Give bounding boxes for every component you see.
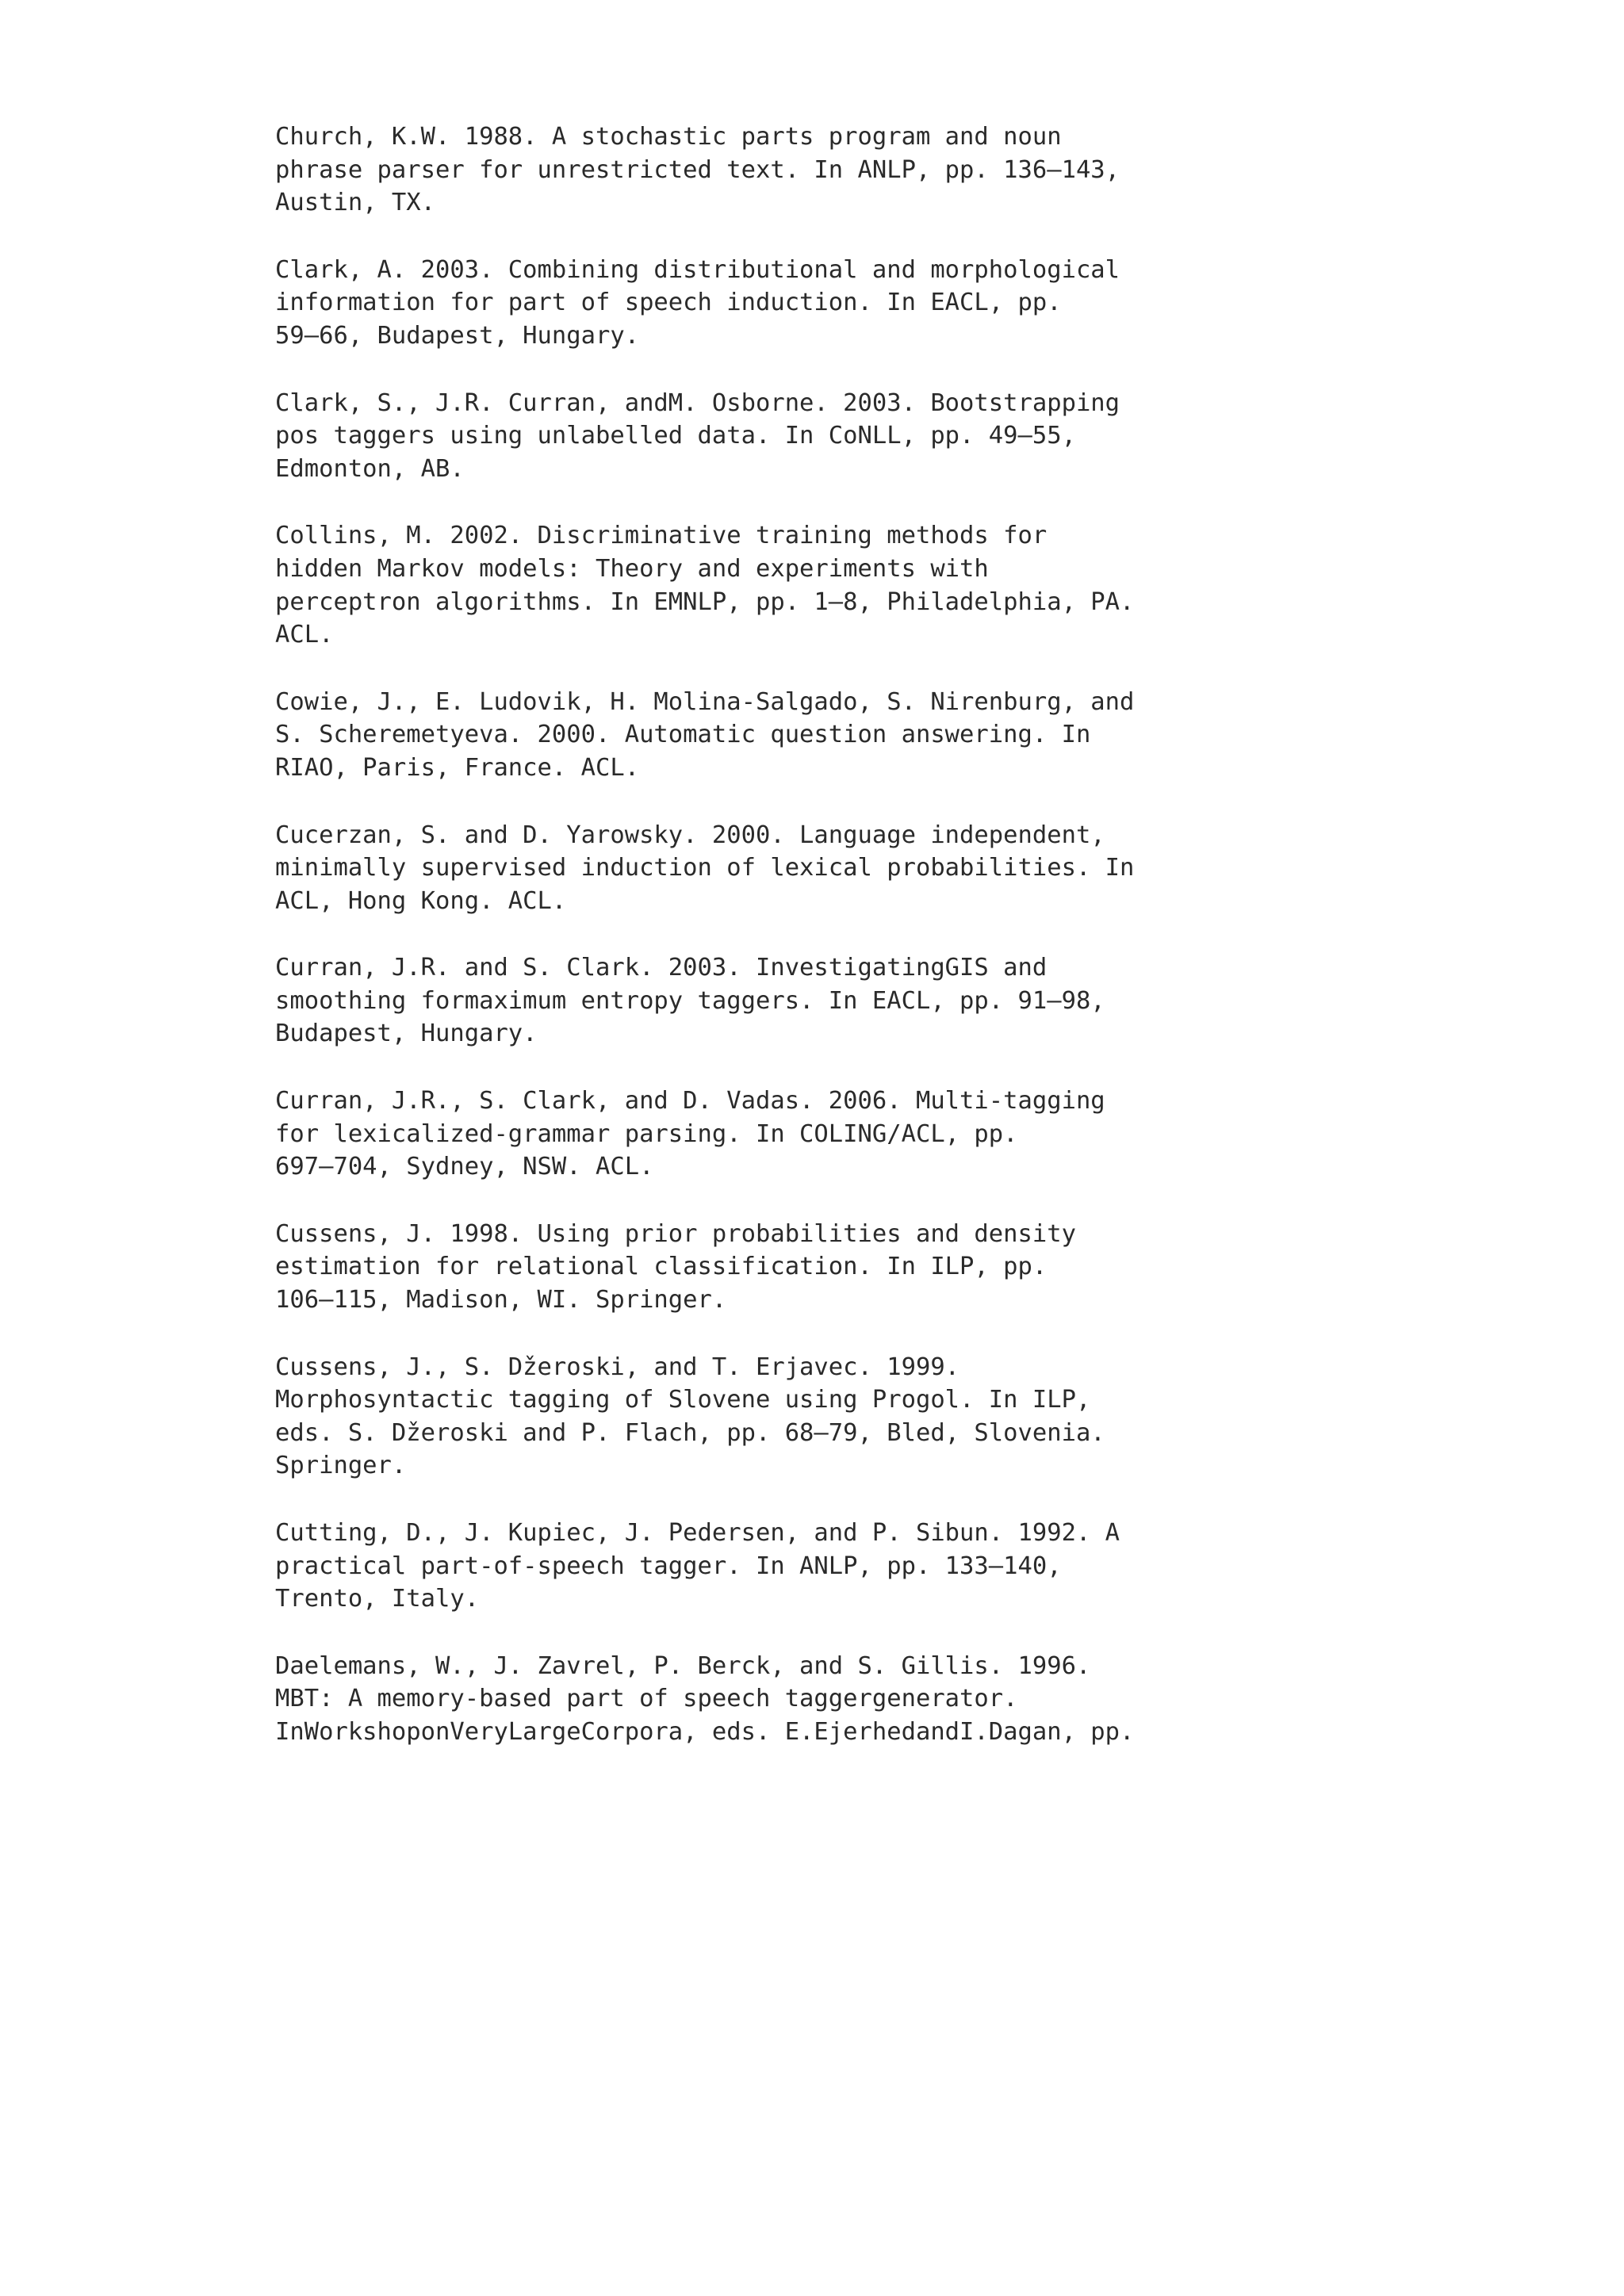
reference-entry: Church, K.W. 1988. A stochastic parts program and noun phrase parser for unrestricted text. In ANLP, pp. 136–143, Austin, TX. [275, 123, 1120, 217]
reference-entry: Cutting, D., J. Kupiec, J. Pedersen, and P. Sibun. 1992. A practical part-of-speech tagger. In ANLP, pp. 133–140, Trento, Italy. [275, 1519, 1120, 1613]
reference-entry: Curran, J.R. and S. Clark. 2003. InvestigatingGIS and smoothing formaximum entropy taggers. In EACL, pp. 91–98, Budapest, Hungary. [275, 954, 1105, 1048]
reference-entry: Cussens, J. 1998. Using prior probabilities and density estimation for relational classification. In ILP, pp. 106–115, Madison, WI. Springer. [275, 1219, 1076, 1314]
reference-entry: Cowie, J., E. Ludovik, H. Molina-Salgado, S. Nirenburg, and S. Scheremetyeva. 2000. Automatic question answering. In RIAO, Paris, France. ACL. [275, 687, 1135, 782]
reference-entry: Daelemans, W., J. Zavrel, P. Berck, and S. Gillis. 1996. MBT: A memory-based part of speech taggergenerator. InWorkshoponVeryLargeCorpora, eds. E.EjerhedandI.Dagan, pp. [275, 1651, 1135, 1746]
reference-entry: Clark, A. 2003. Combining distributional and morphological information for part of speech induction. In EACL, pp. 59–66, Budapest, Hungary. [275, 255, 1120, 350]
reference-entry: Clark, S., J.R. Curran, andM. Osborne. 2003. Bootstrapping pos taggers using unlabelled data. In CoNLL, pp. 49–55, Edmonton, AB. [275, 388, 1120, 483]
reference-entry: Cucerzan, S. and D. Yarowsky. 2000. Language independent, minimally supervised induction of lexical probabilities. In ACL, Hong Kong. ACL. [275, 821, 1135, 915]
reference-entry: Cussens, J., S. Džeroski, and T. Erjavec. 1999. Morphosyntactic tagging of Slovene using Progol. In ILP, eds. S. Džeroski and P. Flach, pp. 68–79, Bled, Slovenia. Springer. [275, 1353, 1105, 1480]
reference-entry: Curran, J.R., S. Clark, and D. Vadas. 2006. Multi-tagging for lexicalized-grammar parsing. In COLING/ACL, pp. 697–704, Sydney, NSW. ACL. [275, 1087, 1105, 1181]
reference-entry: Collins, M. 2002. Discriminative training methods for hidden Markov models: Theory and experiments with perceptron algorithms. In EMNLP, pp. 1–8, Philadelphia, PA. ACL. [275, 522, 1135, 649]
reference-list [275, 121, 1385, 1783]
